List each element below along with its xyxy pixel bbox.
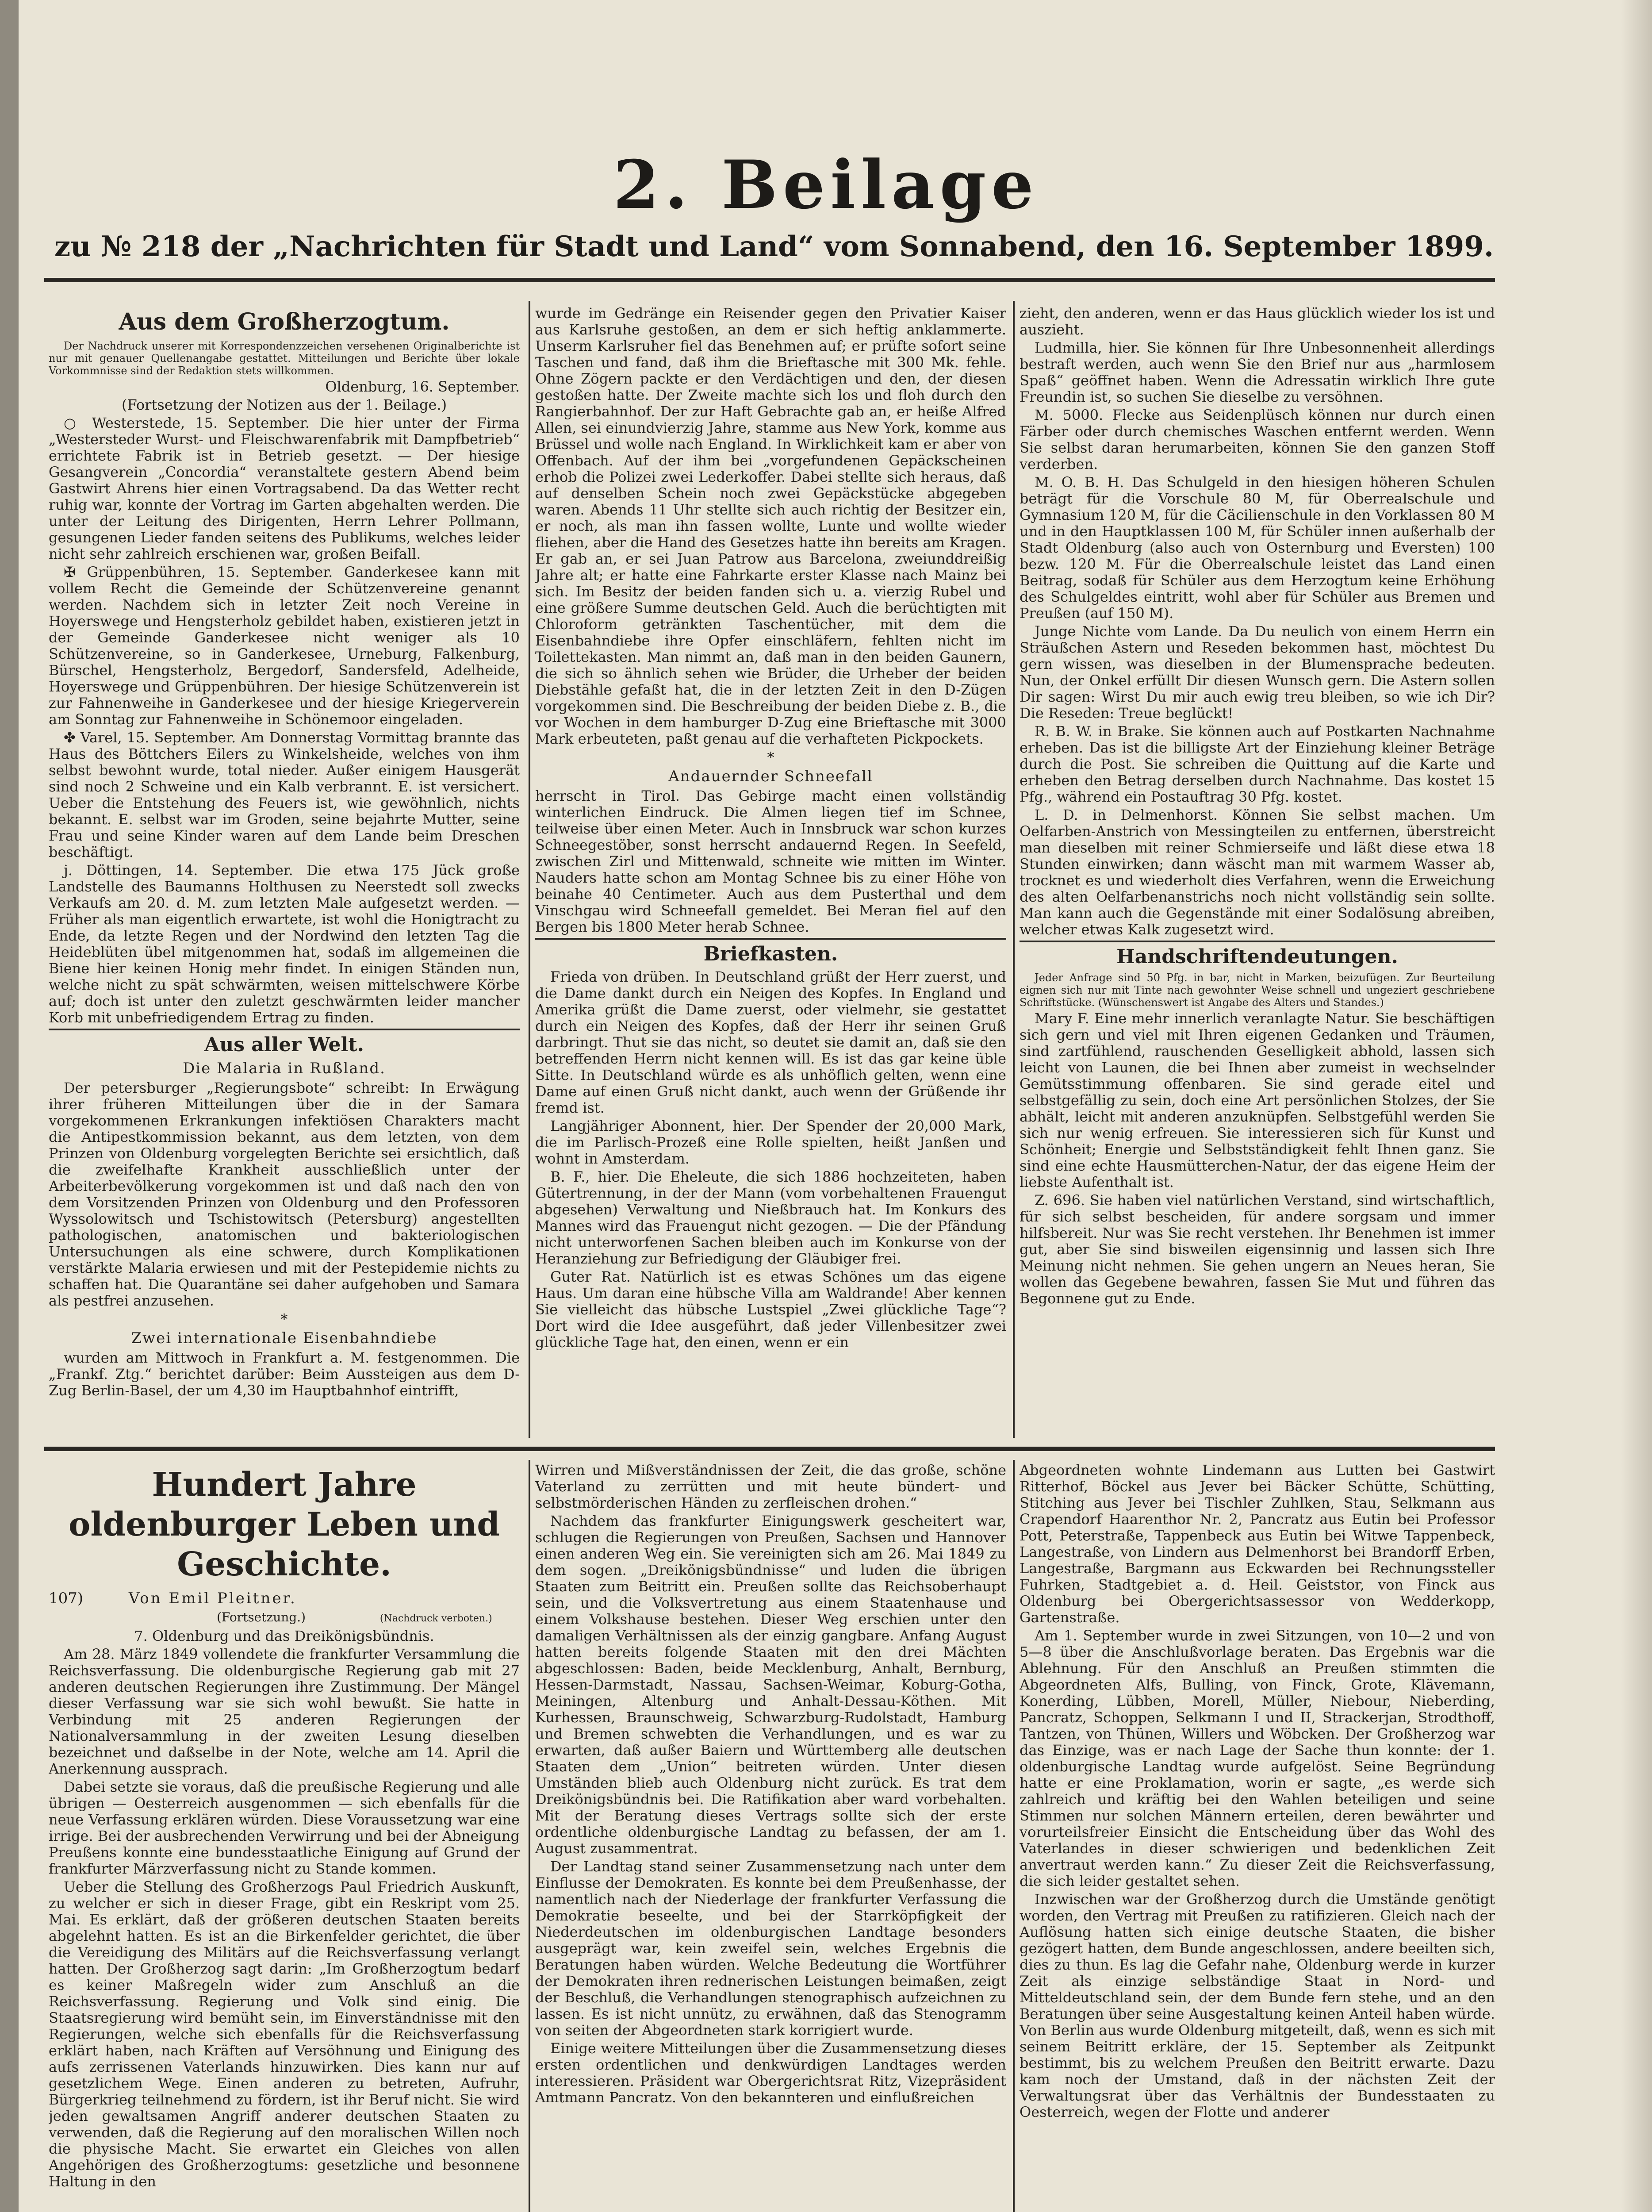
serial-c2-p1: Wirren und Mißverständnissen der Zeit, die das große, schöne Vaterland zu zerrütten und mit heute bündert- und selbstmörderischen Händen zu zerfleischen drohen.“	[535, 1462, 1006, 1511]
letter-ld: L. D. in Delmenhorst. Können Sie selbst machen. Um Oelfarben-Anstrich von Messingteilen zu entfernen, überstreicht man dieselben mit reiner Schmierseife und läßt diese etwa 18 Stunden einwirken; dann wäscht man mit warmem Wasser ab, trocknet es und wiederholt dies Verfahren, wenn die Erweichung des alten Oelfarbenanstrichs noch nicht vollständig sein sollte. Man kann auch die Gegenstände mit einer Sodalösung abreiben, welcher etwas Kalk zugesetzt wird.	[1020, 806, 1495, 938]
serial-number: 107)	[49, 1590, 84, 1607]
letter-frieda: Frieda von drüben. In Deutschland grüßt der Herr zuerst, und die Dame dankt durch ein Neigen des Kopfes. In England und Amerika grüßt die Dame zuerst, oder vielmehr, sie gestattet durch ein Neigen des Kopfes, daß der Herr ihr seinen Gruß darbringt. Thut sie das nicht, so deutet sie damit an, daß sie den betreffenden Herrn nicht kennen will. Es ist das gar keine üble Sitte. In Deutschland würde es als unhöflich gelten, wenn eine Dame auf einen Gruß nicht dankt, auch wenn der Grüßende ihr fremd ist.	[535, 968, 1006, 1116]
letter-ludmilla: Ludmilla, hier. Sie können für Ihre Unbesonnenheit allerdings bestraft werden, auch wenn Sie den Brief nur aus „harmlosem Spaß“ geöffnet haben. Wenn die Adressatin wirklich Ihre gute Freundin ist, so suchen Sie dieselbe zu versöhnen.	[1020, 339, 1495, 405]
article-westerstede: ○ Westerstede, 15. September. Die hier unter der Firma „Westersteder Wurst- und Fleischwarenfabrik mit Dampfbetrieb“ errichtete Fabrik ist in Betrieb gesetzt. — Der hiesige Gesangverein „Concordia“ veranstaltete gestern Abend beim Gastwirt Ahrens hier einen Vortragsabend. Da das Wetter recht ruhig war, konnte der Vortrag im Garten abgehalten werden. Die unter der Leitung des Dirigenten, Herrn Lehrer Pollmann, gesungenen Lieder fanden seitens des Publikums, welches leider nicht sehr zahlreich erschienen war, großen Beifall.	[49, 415, 520, 562]
letter-junge-nichte: Junge Nichte vom Lande. Da Du neulich von einem Herrn ein Sträußchen Astern und Reseden bekommen hast, möchtest Du gern wissen, was dieselben in der Blumensprache bedeuten. Nun, der Onkel erfüllt Dir diesen Wunsch gern. Die Astern sollen Dir sagen: Wirst Du mir auch ewig treu bleiben, so wie ich Dir? Die Reseden: Treue beglückt!	[1020, 623, 1495, 722]
letter-rbw: R. B. W. in Brake. Sie können auch auf Postkarten Nachnahme erheben. Das ist die billigste Art der Einziehung kleiner Beträge durch die Post. Sie schreiben die Quittung auf die Karte und erheben den Betrag derselben durch Nachnahme. Das kostet 15 Pfg., während ein Postauftrag 30 Pfg. kostet.	[1020, 723, 1495, 805]
column-2	[535, 305, 1006, 1438]
article-malaria: Der petersburger „Regierungsbote“ schreibt: In Erwägung ihrer früheren Mitteilungen über die in der Samara vorgekommenen Erkrankungen infektiösen Charakters macht die Antipestkommission bekannt, aus dem letzten, von dem Prinzen von Oldenburg vorgelegten Berichte sei ersichtlich, daß die zweifelhafte Krankheit ausschließlich unter der Arbeiterbevölkerung vorgekommen ist und daß nach den von dem Vorsitzenden Prinzen von Oldenburg und den Professoren Wyssolowitsch und Tschistowitsch (Petersburg) angestellten pathologischen, anatomischen und bakteriologischen Untersuchungen als eine schwere, durch Komplikationen verstärkte Malaria erwiesen und mit der Pestepidemie nichts zu schaffen hat. Die Quarantäne sei daher aufgehoben und Samara als pestfrei anzusehen.	[49, 1079, 520, 1309]
column-rule-2	[1013, 301, 1015, 1438]
serial-c1-p2: Dabei setzte sie voraus, daß die preußische Regierung und alle übrigen — Oesterreich ausgenommen — sich ebenfalls für die neue Verfassung erklären würden. Diese Voraussetzung war eine irrige. Bei der ausbrechenden Verwirrung und bei der Abneigung Preußens konnte eine bundesstaatliche Einigung auf Grund der frankfurter Märzverfassung nicht zu Stande kommen.	[49, 1778, 520, 1877]
serial-author: Von Emil Pleitner.	[128, 1590, 297, 1607]
column-rule-1	[529, 301, 530, 1438]
handwriting-mary: Mary F. Eine mehr innerlich veranlagte Natur. Sie beschäftigen sich gern und viel mit Ihren eigenen Gedanken und Träumen, sind zartfühlend, rauschenden Geselligkeit abhold, lassen sich leicht von Launen, die bei Ihnen aber zumeist in wechselnder Gemütsstimmung offenbaren. Sie sind gerade eitel und selbstgefällig zu sein, doch eine Art persönlichen Stolzes, der Sie abhält, leicht mit anderen anzuknüpfen. Selbstgefühl werden Sie sich nur wenig erfreuen. Sie interessieren sich für Kunst und Schönheit; Energie und Selbstständigkeit fehlt Ihnen ganz. Sie sind eine echte Hausmütterchen-Natur, der das eigene Heim der liebste Aufenthalt ist.	[1020, 1010, 1495, 1190]
letter-bf: B. F., hier. Die Eheleute, die sich 1886 hochzeiteten, haben Gütertrennung, in der der Mann (vom vorbehaltenen Frauengut abgesehen) Verwaltung und Nießbrauch hat. Im Konkurs des Mannes wird das Frauengut nicht gezogen. — Die der Pfändung nicht unterworfenen Sachen bleiben auch im Konkurse von der Heranziehung zur Befriedigung der Gläubiger frei.	[535, 1168, 1006, 1267]
serial-chapter: 7. Oldenburg und das Dreikönigsbündnis.	[134, 1628, 434, 1644]
handwriting-notice: Jeder Anfrage sind 50 Pfg. in bar, nicht in Marken, beizufügen. Zur Beurteilung eignen sich nur mit Tinte nach gewohnter Weise schnell und ungeziert geschriebene Schriftstücke. (Wünschenswert ist Angabe des Alters und Standes.)	[1020, 972, 1495, 1009]
serial-c1-p1: Am 28. März 1849 vollendete die frankfurter Versammlung die Reichsverfassung. Die oldenburgische Regierung gab mit 27 anderen deutschen Regierungen ihre Zustimmung. Der Mängel dieser Verfassung war sie sich wohl bewußt. Sie hatte in Verbindung mit 25 anderen Regierungen der Nationalversammlung in der zweiten Lesung dieselben bezeichnet und daßselbe in der Note, welche am 14. April die Anerkennung aussprach.	[49, 1646, 520, 1777]
article-eisenbahndiebe: wurden am Mittwoch in Frankfurt a. M. festgenommen. Die „Frankf. Ztg.“ berichtet darüber: Beim Aussteigen aus dem D-Zug Berlin-Basel, der um 4,30 im Hauptbahnhof eintrifft,	[49, 1349, 520, 1399]
serial-c3-p1: Abgeordneten wohnte Lindemann aus Lutten bei Gastwirt Ritterhof, Böckel aus Jever bei Bäcker Schütte, Schütting, Stitching aus Jever bei Tischler Zuhlken, Stau, Selkmann aus Crapendorf Haarenthor Nr. 2, Pancratz aus Eutin bei Professor Pott, Peterstraße, Tappenbeck aus Eutin bei Witwe Tappenbeck, Langestraße, von Lindern aus Delmenhorst bei Brandorff Erben, Langestraße, Bargmann aus Eckwarden bei Rechnungssteller Fuhrken, Stadtgebiet a. d. Heil. Geiststor, von Finck aus Oldenburg bei Obergerichtsassessor von Wedderkopp, Gartenstraße.	[1020, 1462, 1495, 1626]
page-title: 2. Beilage	[613, 146, 1039, 224]
subheading-schneefall: Andauernder Schneefall	[668, 768, 873, 785]
serial-c2-p4: Einige weitere Mitteilungen über die Zusammensetzung dieses ersten ordentlichen und denkwürdigen Landtages werden interessieren. Präsident war Obergerichtsrat Ritz, Vizepräsident Amtmann Pancratz. Von den bekannteren und einflußreichen	[535, 2040, 1006, 2106]
dateline: Oldenburg, 16. September.	[325, 378, 520, 395]
section-rule	[49, 1029, 520, 1030]
letter-guter-rat: Guter Rat. Natürlich ist es etwas Schönes um das eigene Haus. Um daran eine hübsche Villa am Waldrande! Aber kennen Sie vielleicht das hübsche Lustspiel „Zwei glückliche Tage“? Dort wird die Idee ausgeführt, daß jeder Villenbesitzer zwei glückliche Tage hat, den einen, wenn er ein	[535, 1268, 1006, 1351]
reprint-notice: Der Nachdruck unserer mit Korrespondenzzeichen versehenen Originalberichte ist nur mit genauer Quellenangabe gestattet. Mitteilungen und Berichte über lokale Vorkommnisse sind der Redaktion stets willkommen.	[49, 340, 520, 377]
serial-c1-p3: Ueber die Stellung des Großherzogs Paul Friedrich Auskunft, zu welcher er sich in dieser Frage, gibt ein Reskript vom 25. Mai. Es erklärt, daß der größeren deutschen Staaten bereits abgelehnt hatten. Es ist an die Birkenfelder gerichtet, die über die Vereidigung des Militärs auf die Reichsverfassung verlangt hatten. Der Großherzog sagt darin: „Im Großherzogtum bedarf es keiner Maßregeln wider zum Anschluß an die Reichsverfassung. Regierung und Volk sind einig. Die Staatsregierung wird bemüht sein, im Einverständnisse mit den Regierungen, welche sich ebenfalls für die Reichsverfassung erklärt haben, nach Kräften auf Versöhnung und Einigung des aufs zerrissenen Vaterlands hinzuwirken. Dies kann nur auf gesetzlichem Wege. Einen anderen zu betreten, Aufruhr, Bürgerkrieg teilnehmend zu fördern, ist ihr Beruf nicht. Sie wird jeden gewaltsamen Angriff anderer deutschen Staaten zu verwenden, daß die Regierung auf den moralischen Willen noch die physische Macht. Sie erwartet ein Gleiches von allen Angehörigen des Großherzogtums: gesetzliche und besonnene Haltung in den	[49, 1878, 520, 2190]
serial-c2-p2: Nachdem das frankfurter Einigungswerk gescheitert war, schlugen die Regierungen von Preußen, Sachsen und Hannover einen anderen Weg ein. Sie vereinigten sich am 26. Mai 1849 zu dem sogen. „Dreikönigsbündnisse“ und luden die übrigen Staaten zum Beitritt ein. Preußen sollte das Reichsoberhaupt sein, und die Volksvertretung aus einem Staatenhause und einem Volkshause bestehen. Dieser Weg erschien unter den damaligen Verhältnissen als der einzig gangbare. Anfang August hatten bereits folgende Staaten mit den drei Mächten abgeschlossen: Baden, beide Mecklenburg, Anhalt, Bernburg, Hessen-Darmstadt, Nassau, Sachsen-Weimar, Koburg-Gotha, Meiningen, Altenburg und Anhalt-Dessau-Köthen. Mit Kurhessen, Braunschweig, Schwarzburg-Rudolstadt, Hamburg und Bremen schwebten die Verhandlungen, und es war zu erwarten, daß außer Baiern und Württemberg alle deutschen Staaten dem „Union“ beitreten würden. Unter diesen Umständen blieb auch Oldenburg nicht zurück. Es trat dem Dreikönigsbündnis bei. Die Ratifikation aber ward vorbehalten. Mit der Beratung dieses Vertrags sollte sich der erste ordentliche oldenburgische Landtag zu befassen, der am 1. August zusammentrat.	[535, 1513, 1006, 1857]
article-eisenbahndiebe-cont: wurde im Gedränge ein Reisender gegen den Privatier Kaiser aus Karlsruhe gestoßen, an dem er sich heftig anklammerte. Unserm Karlsruher fiel das Benehmen auf; er prüfte sofort seine Taschen und fand, daß ihm die Brieftasche mit 300 Mk. fehle. Ohne Zögern packte er den Verdächtigen und den, der diesen gestoßen hatte. Der Zweite machte sich los und floh durch den Rangierbahnhof. Der zur Haft Gebrachte gab an, er heiße Alfred Allen, sei einundvierzig Jahre, stamme aus New York, komme aus Brüssel und wolle nach England. In Wirklichkeit kam er aber von Offenbach. Auf der ihm bei „vorgefundenen Gepäckscheinen erhob die Polizei zwei Lederkoffer. Dabei stellte sich heraus, daß auf denselben Schein noch zwei Gepäckstücke abgegeben waren. Abends 11 Uhr stellte sich auch richtig der Besitzer ein, er noch, als man ihn fassen wollte, Lunte und wollte wieder fliehen, aber die Hand des Gesetzes hatte ihn bereits am Kragen. Er gab an, er sei Juan Patrow aus Barcelona, zweiunddreißig Jahre alt; er hatte eine Fahrkarte erster Klasse nach Mainz bei sich. Im Besitz der beiden fanden sich u. a. vierzig Rubel und eine größere Summe deutschen Geld. Auch die berüchtigten mit Chloroform getränkten Taschentücher, mit dem die Eisenbahndiebe ihre Opfer einschläfern, fehlten nicht im Toilettekasten. Man nimmt an, daß man in den beiden Gaunern, die sich so ähnlich sehen wie Brüder, die Urheber der beiden Diebstähle gefaßt hat, die in der letzten Zeit in den D-Zügen vorgekommen sind. Die Beschreibung der beiden Diebe z. B., die vor Wochen in dem hamburger D-Zug eine Brieftasche mit 3000 Mark erbeuteten, paßt genau auf die verhafteten Pickpockets.	[535, 305, 1006, 747]
page-subtitle: zu № 218 der „Nachrichten für Stadt und Land“ vom Sonnabend, den 16. September 1899.	[54, 230, 1494, 263]
serial-byline	[49, 1589, 520, 1608]
serial-c3-p2: Am 1. September wurde in zwei Sitzungen, von 10—2 und von 5—8 über die Anschlußvorlage beraten. Das Ergebnis war die Ablehnung. Für den Anschluß an Preußen stimmten die Abgeordneten Alfs, Bulling, von Finck, Grote, Klävemann, Konerding, Lübben, Morell, Müller, Niebour, Nieberding, Pancratz, Schoppen, Selkmann I und II, Strackerjan, Strodthoff, Tantzen, von Thünen, Willers und Wöbcken. Der Großherzog war das Einzige, was er nach Lage der Sache thun konnte: der 1. oldenburgische Landtag wurde aufgelöst. Seine Begründung hatte er eine Proklamation, worin er sagte, „es werde sich zahlreich und kräftig bei den Wahlen beteiligen und seine Stimmen nur solchen Männern erteilen, deren bewährter und vorurteilsfreier Einsicht die Entscheidung über das Wohl des Vaterlandes in dieser schwierigen und bedenklichen Zeit anvertraut werden kann.“ Zu dieser Zeit die Reichsverfassung, die sich leider gestaltet sehen.	[1020, 1627, 1495, 1889]
asterisk-divider: *	[767, 749, 774, 766]
subheading-eisenbahndiebe: Zwei internationale Eisenbahndiebe	[131, 1329, 437, 1347]
article-grueppenbuehren: ✠ Grüppenbühren, 15. September. Ganderkesee kann mit vollem Recht die Gemeinde der Schützenvereine genannt werden. Nachdem sich in letzter Zeit noch Vereine in Hoyerswege und Hengsterholz gebildet haben, existieren jetzt in der Gemeinde Ganderkesee nicht weniger als 10 Schützenvereine, so in Ganderkesee, Urneburg, Falkenburg, Bürschel, Hengsterholz, Bergedorf, Sandersfeld, Adelheide, Hoyerswege und Grüppenbühren. Der hiesige Schützenverein ist zur Fahnenweihe in Ganderkesee und der hiesige Kriegerverein am Sonntag zur Fahnenweihe in Schönemoor eingeladen.	[49, 564, 520, 728]
scan-edge-left	[0, 0, 19, 2212]
serial-continued: (Fortsetzung.)	[217, 1610, 306, 1624]
serial-c2-p3: Der Landtag stand seiner Zusammensetzung nach unter dem Einflusse der Demokraten. Es konnte bei dem Preußenhasse, der namentlich nach der Niederlage der frankfurter Verfassung die Demokratie beseelte, und bei der Starrköpfigkeit der Niederdeutschen im oldenburgischen Landtage besonders ausgeprägt war, kein zweifel sein, welches Ergebnis die Beratungen haben würden. Welche Bedeutung die Wortführer der Demokraten ihren rednerischen Leistungen beimaßen, zeigt der Beschluß, die Verhandlungen stenographisch aufzeichnen zu lassen. Es ist nicht unnütz, zu erwähnen, daß das Stenogramm von seiten der Abgeordneten stark korrigiert wurde.	[535, 1858, 1006, 2039]
section-heading-aus-aller-welt: Aus aller Welt.	[204, 1033, 364, 1056]
serial-column-2	[535, 1462, 1006, 2212]
column-rule-3	[529, 1460, 530, 2212]
article-varel: ✤ Varel, 15. September. Am Donnerstag Vormittag brannte das Haus des Böttchers Eilers zu Winkelsheide, welches von ihm selbst bewohnt wurde, total nieder. Außer einigem Hausgerät sind noch 2 Schweine und ein Kalb verbrannt. E. ist versichert. Ueber die Entstehung des Feuers ist, wie gewöhnlich, nichts bekannt. E. selbst war im Groden, seine bejahrte Mutter, seine Frau und seine Kinder waren auf dem Lande beim Dreschen beschäftigt.	[49, 729, 520, 860]
subheading-malaria: Die Malaria in Rußland.	[183, 1060, 386, 1077]
continuation-note: (Fortsetzung der Notizen aus der 1. Beilage.)	[121, 396, 447, 413]
column-1	[49, 305, 520, 1438]
letter-guter-rat-cont: zieht, den anderen, wenn er das Haus glücklich wieder los ist und auszieht.	[1020, 305, 1495, 338]
article-schneefall: herrscht in Tirol. Das Gebirge macht einen vollständig winterlichen Eindruck. Die Almen liegen tief im Schnee, teilweise über einen Meter. Auch in Innsbruck war schon kurzes Schneegestöber, sonst herrscht andauernd Regen. In Seefeld, zwischen Zirl und Mittenwald, schneite wie mitten im Winter. Nauders hatte schon am Montag Schnee bis zu einer Höhe von beinahe 40 Centimeter. Auch aus dem Pusterthal und dem Vinschgau wird Schneefall gemeldet. Bei Meran fiel auf den Bergen bis 1800 Meter herab Schnee.	[535, 787, 1006, 935]
section-heading-handschriften: Handschriftendeutungen.	[1116, 945, 1398, 968]
section-rule	[1020, 941, 1495, 942]
handwriting-z696: Z. 696. Sie haben viel natürlichen Verstand, sind wirtschaftlich, für sich selbst bescheiden, für andere sorgsam und immer hilfsbereit. Nur was Sie recht verstehen. Ihr Benehmen ist immer gut, aber Sie sind bisweilen eigensinnig und lassen sich Ihre Meinung nicht nehmen. Sie gehen ungern an Neues heran, Sie wollen das Gegebene bewahren, fassen Sie Mut und führen das Begonnene gut zu Ende.	[1020, 1192, 1495, 1307]
section-rule	[535, 938, 1006, 940]
serial-column-1	[49, 1462, 520, 2212]
asterisk-divider: *	[280, 1311, 288, 1328]
masthead-rule	[44, 278, 1495, 282]
letter-m5000: M. 5000. Flecke aus Seidenplüsch können nur durch einen Färber oder durch chemisches Waschen entfernt werden. Wenn Sie selbst daran herumarbeiten, können Sie den ganzen Stoff verderben.	[1020, 407, 1495, 472]
letter-abonnent: Langjähriger Abonnent, hier. Der Spender der 20,000 Mark, die im Parlisch-Prozeß eine Rolle spielten, heißt Janßen und wohnt in Amsterdam.	[535, 1118, 1006, 1167]
serial-c3-p3: Inzwischen war der Großherzog durch die Umstände genötigt worden, den Vertrag mit Preußen zu ratifizieren. Gleich nach der Auflösung hatten sich einige deutsche Staaten, die bisher gezögert hatten, dem Bunde angeschlossen, andere beeilten sich, dies zu thun. Es lag die Gefahr nahe, Oldenburg werde in kurzer Zeit als einzige selbständige Staat in Nord- und Mitteldeutschland sein, der dem Bunde fern stehe, und an den Beratungen über seine Ausgestaltung keinen Anteil haben würde. Von Berlin aus wurde Oldenburg mitgeteilt, daß, wenn es sich mit seinem Beitritt erkläre, der 15. September als Zeitpunkt bestimmt, bis zu welchem Preußen den Beitritt erwarte. Dazu kam noch der Umstand, daß in der nächsten Zeit der Verwaltungsrat über das Verhältnis der Bundesstaaten zu Oesterreich, wegen der Flotte und anderer	[1020, 1891, 1495, 2120]
column-3	[1020, 305, 1495, 1438]
column-rule-4	[1013, 1460, 1015, 2212]
section-separator	[44, 1447, 1495, 1451]
letter-mobh: M. O. B. H. Das Schulgeld in den hiesigen höheren Schulen beträgt für die Vorschule 80 M, für Oberrealschule und Gymnasium 120 M, für die Cäcilienschule in den Vorklassen 80 M und in den Hauptklassen 100 M, für Schüler innen außerhalb der Stadt Oldenburg (also auch von Osternburg und Eversten) 100 bezw. 120 M. Für die Oberrealschule leistet das Land einen Beitrag, sodaß für Schüler aus dem Herzogtum keine Erhöhung des Schulgeldes eintritt, wohl aber für Schüler aus Bremen und Preußen (auf 150 M).	[1020, 474, 1495, 622]
article-doettingen: j. Döttingen, 14. September. Die etwa 175 Jück große Landstelle des Baumanns Holthusen zu Neerstedt soll zwecks Verkaufs am 20. d. M. zum letzten Male aufgesetzt werden. — Früher als man eigentlich erwartete, ist wohl die Honigtracht zu Ende, da letzte Regen und der Nordwind den letzten Tag die Heideblüten übel mitgenommen hat, sodaß im allgemeinen die Biene hier keinen Honig mehr findet. In einigen Ständen nun, welche nicht zu spät schwärmten, weisen mittelschwere Körbe auf; doch ist unter den zuletzt geschwärmten leider mancher Korb mit unbefriedigendem Ertrag zu finden.	[49, 862, 520, 1026]
scan-edge-right	[1621, 0, 1652, 2212]
serial-reprint: (Nachdruck verboten.)	[379, 1613, 492, 1624]
serial-column-3	[1020, 1462, 1495, 2212]
section-heading-briefkasten: Briefkasten.	[703, 943, 838, 965]
serial-heading: Hundert Jahre oldenburger Leben und Geschichte.	[68, 1466, 500, 1583]
section-heading-grossherzogtum: Aus dem Großherzogtum.	[119, 308, 450, 335]
serial-meta	[49, 1610, 520, 1626]
